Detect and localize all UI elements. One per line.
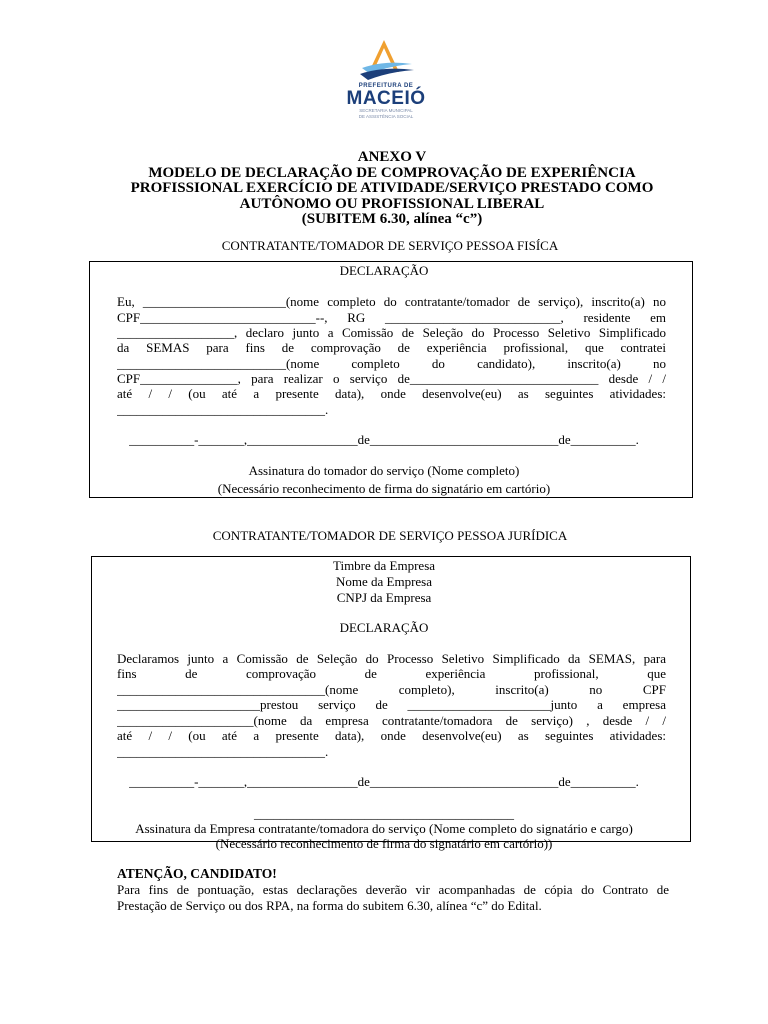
title-line-3: AUTÔNOMO OU PROFISSIONAL LIBERAL [239,195,545,212]
pf-line: ________________________________. [117,402,329,417]
pj-cnpj: CNPJ da Empresa [336,590,432,605]
pj-line: ________________________________. [117,744,329,759]
maceio-logo-icon [354,38,418,82]
title-line-4: (SUBITEM 6.30, alínea “c”) [301,211,483,227]
pf-line: __________________, declaro junto a Comissão de Seleção do Processo Seletivo Simplificado [117,325,666,340]
pf-line: CPF_______________, para realizar o serviço de_____________________________ desde / / [117,371,666,386]
pf-notary-note: (Necessário reconhecimento de firma do signatário em cartório) [217,481,551,496]
document-title [100,150,684,228]
title-line-1: MODELO DE DECLARAÇÃO DE COMPROVAÇÃO DE EXPERIÊNCIA [148,164,636,181]
pj-heading: CONTRATANTE/TOMADOR DE SERVIÇO PESSOA JURÍDICA [212,528,568,543]
pj-line: ________________________________(nome completo), inscrito(a) no CPF [117,682,666,697]
pj-timbre: Timbre da Empresa [332,558,436,573]
attention-line-2: Prestação de Serviço ou dos RPA, na forma do subitem 6.30, alínea “c” do Edital. [117,898,542,913]
pf-signature-label: Assinatura do tomador do serviço (Nome completo) [248,463,520,478]
pj-decl-title: DECLARAÇÃO [339,620,429,635]
attention-title: ATENÇÃO, CANDIDATO! [117,866,277,881]
pf-line: até / / (ou até a presente data), onde desenvolve(eu) as seguintes atividades: [117,386,666,401]
pj-line: fins de comprovação de experiência profissional, que [117,666,666,681]
prefeitura-logo [336,38,436,130]
logo-line-assistencia: DE ASSISTÊNCIA SOCIAL [358,113,414,119]
pj-line: Declaramos junto a Comissão de Seleção do Processo Seletivo Simplificado da SEMAS, para [117,651,666,666]
pj-line: até / / (ou até a presente data), onde desenvolve(eu) as seguintes atividades: [117,728,666,743]
pf-decl-title: DECLARAÇÃO [339,263,429,278]
pj-notary-note: (Necessário reconhecimento de firma do signatário em cartório)) [215,836,553,851]
title-line-2: PROFISSIONAL EXERCÍCIO DE ATIVIDADE/SERVIÇO PRESTADO COMO [130,180,654,196]
pf-line: CPF___________________________--, RG ___________________________, residente em [117,310,666,325]
attention-line-1: Para fins de pontuação, estas declarações deverão vir acompanhadas de cópia do Contrato de [117,882,669,897]
attention-block [117,866,669,914]
pj-signature-line: ________________________________________ [254,806,514,821]
annex-label: ANEXO V [357,149,427,165]
pj-company-name: Nome da Empresa [335,574,433,589]
logo-line-maceio: MACEIÓ [346,88,426,109]
pf-date-line: __________-_______,_________________de_____________________________de__________. [129,432,639,447]
pj-signature-label: Assinatura da Empresa contratante/tomadora do serviço (Nome completo do signatário e cargo) [135,821,633,836]
pf-line: __________________________(nome completo do candidato), inscrito(a) no [117,356,666,371]
logo-line-prefeitura: PREFEITURA DE [358,83,414,89]
pj-line: _____________________(nome da empresa contratante/tomadora de serviço) , desde / / [117,713,666,728]
logo-line-secretaria: SECRETARIA MUNICIPAL [359,108,413,113]
pf-heading: CONTRATANTE/TOMADOR DE SERVIÇO PESSOA FISÍCA [221,238,559,253]
pj-line: ______________________prestou serviço de ______________________junto a empresa [117,697,666,712]
pj-date-line: __________-_______,_________________de_____________________________de__________. [129,774,639,789]
pf-line: Eu, ______________________(nome completo do contratante/tomador de serviço), inscrito(a) no [117,294,666,309]
pf-line: da SEMAS para fins de comprovação de experiência profissional, que contratei [117,340,666,355]
